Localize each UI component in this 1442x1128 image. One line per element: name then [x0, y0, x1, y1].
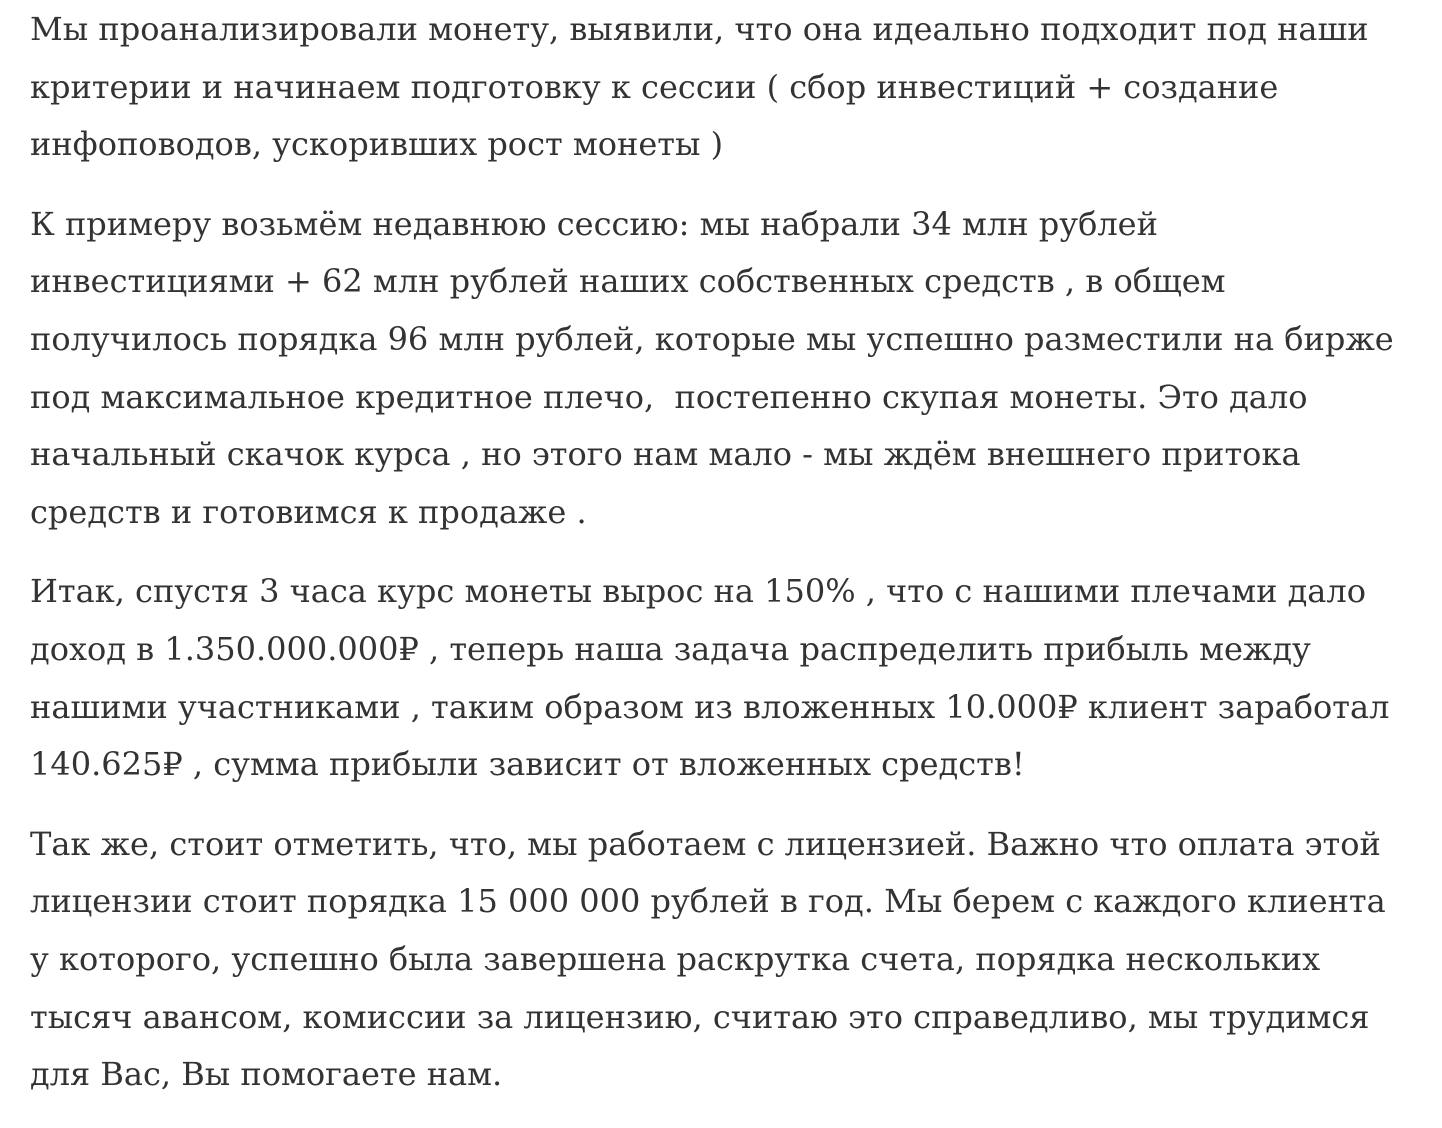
paragraph-license: Так же, стоит отметить, что, мы работаем с лицензией. Важно что оплата этой лицензии стоит порядка 15 000 000 рублей в год. Мы берем с каждого клиента у которого, успешно была завершена раскрутка счета, порядка нескольких тысяч авансом, комиссии за лицензию, считаю это справедливо, мы трудимся для Вас, Вы помогаете нам.	[30, 824, 1396, 1094]
paragraph-profit-distribution: Итак, спустя 3 часа курс монеты вырос на 150% , что с нашими плечами дало доход в 1.350.000.000₽ , теперь наша задача распределить прибыль между нашими участниками , таким образом из вложенных 10.000₽ клиент заработал 140.625₽ , сумма прибыли зависит от вложенных средств!	[30, 572, 1400, 784]
paragraph-analysis: Мы проанализировали монету, выявили, что она идеально подходит под наши критерии и начинаем подготовку к сессии ( сбор инвестиций + создание инфоповодов, ускоривших рост монеты )	[30, 10, 1379, 164]
paragraph-session-example: К примеру возьмём недавнюю сессию: мы набрали 34 млн рублей инвестициями + 62 млн рублей наших собственных средств , в общем получилось порядка 96 млн рублей, которые мы успешно разместили на бирже под максимальное кредитное плечо, постепенно скупая монеты. Это дало начальный скачок курса , но этого нам мало - мы ждём внешнего притока средств и готовимся к продаже .	[30, 204, 1404, 531]
